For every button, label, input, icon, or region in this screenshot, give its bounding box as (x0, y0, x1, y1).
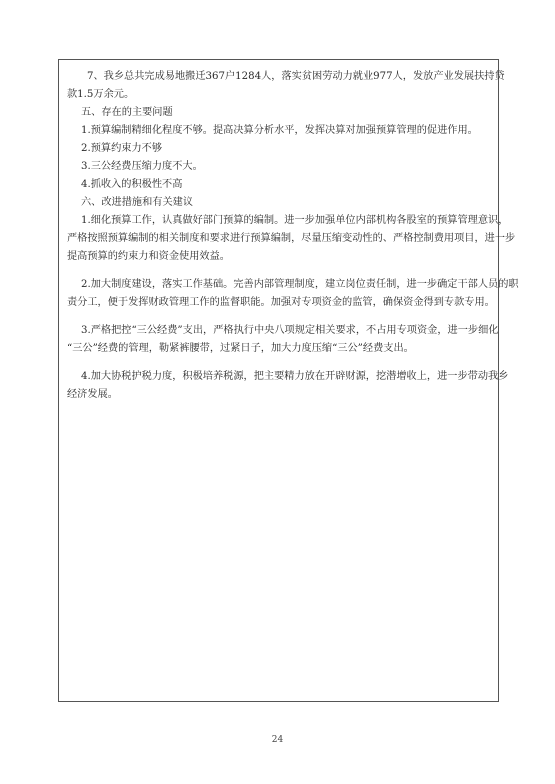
suggestion2-line: 2.加大制度建设，落实工作基础。完善内部管理制度，建立岗位责任制，进一步确定干部人员的职 (81, 279, 519, 290)
problem-item: 1.预算编制精细化程度不够。提高决算分析水平，发挥决算对加强预算管理的促进作用。 (81, 125, 478, 136)
suggestion1-line: 严格按照预算编制的相关制度和要求进行预算编制，尽量压缩变动性的、严格控制费用项目，进一步 (67, 233, 516, 244)
item7-line-1: 7、我乡总共完成易地搬迁367户1284人，落实贫困劳动力就业977人，发放产业发展扶持贷 (87, 71, 505, 82)
item7-line-2: 款1.5万余元。 (67, 89, 135, 100)
suggestion1-line: 1.细化预算工作，认真做好部门预算的编制。进一步加强单位内部机构各股室的预算管理意识， (81, 215, 509, 226)
document-frame (58, 59, 519, 702)
suggestion2-line: 责分工，便于发挥财政管理工作的监督职能。加强对专项资金的监管，确保资金得到专款专用。 (67, 297, 495, 308)
problem-item: 2.预算约束力不够 (81, 143, 163, 154)
suggestion3-line: “三公”经费的管理，勒紧裤腰带，过紧日子，加大力度压缩“三公”经费支出。 (67, 343, 414, 354)
suggestion4-line: 经济发展。 (67, 389, 118, 400)
problem-item: 4.抓收入的积极性不高 (81, 179, 183, 190)
section6-heading: 六、改进措施和有关建议 (81, 197, 194, 208)
page-number: 24 (271, 735, 284, 745)
section5-heading: 五、存在的主要问题 (81, 107, 173, 118)
suggestion3-line: 3.严格把控“三公经费”支出，严格执行中央八项规定相关要求，不占用专项资金，进一步细化 (81, 325, 499, 336)
document-body (67, 68, 519, 404)
suggestion4-line: 4.加大协税护税力度，积极培养税源，把主要精力放在开辟财源，挖潜增收上，进一步带动我乡 (81, 371, 509, 382)
problem-item: 3.三公经费压缩力度不大。 (81, 161, 203, 172)
suggestion1-line: 提高预算的约束力和资金使用效益。 (67, 251, 230, 262)
